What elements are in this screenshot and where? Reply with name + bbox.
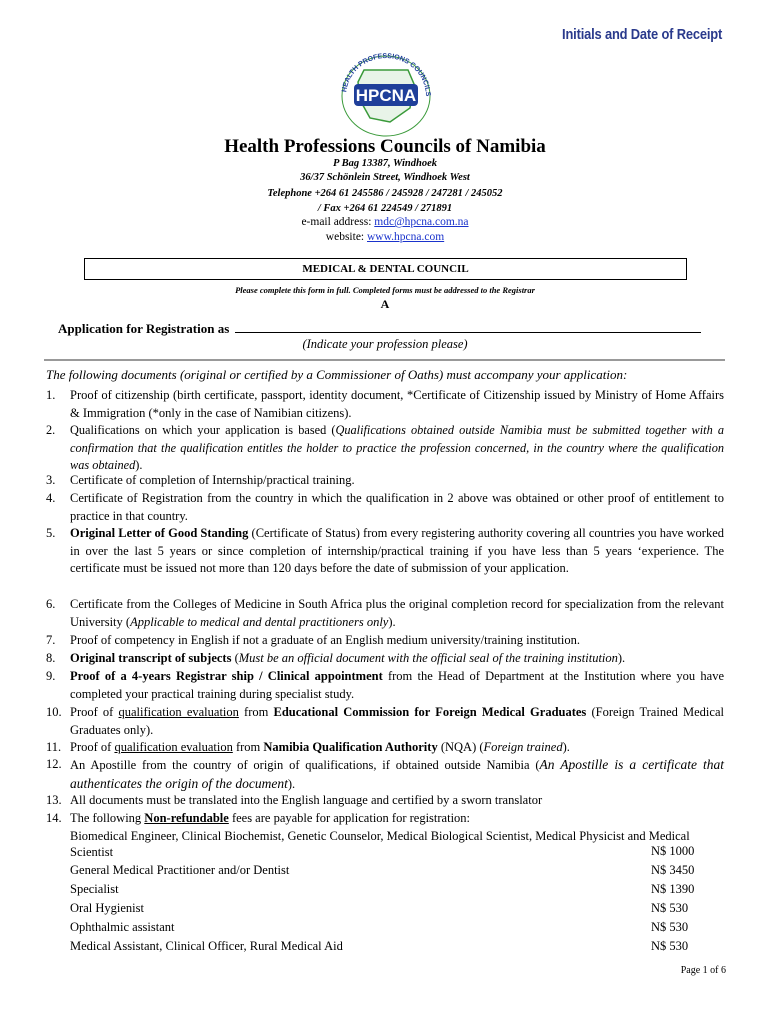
item-text: Certificate from the Colleges of Medicine in South Africa plus the original completion record for specialization from the relevant University (Applicable to medical and dental practitioners only).	[70, 597, 724, 629]
item-text: Certificate of Registration from the country in which the qualification in 2 above was obtained or other proof of entitlement to practice in that country.	[70, 491, 724, 523]
list-item	[46, 650, 724, 668]
item-number: 13.	[46, 793, 62, 807]
council-box: MEDICAL & DENTAL COUNCIL	[84, 258, 687, 280]
item-number: 14.	[46, 811, 62, 825]
website-link[interactable]: www.hpcna.com	[367, 231, 445, 243]
list-item	[46, 668, 724, 703]
logo-graphic	[330, 48, 442, 138]
list-item	[46, 422, 724, 475]
website-label: website:	[325, 231, 365, 243]
list-item	[46, 704, 724, 739]
item-number: 9.	[46, 669, 56, 683]
application-line	[58, 320, 701, 337]
list-item	[46, 739, 724, 757]
fee-label: General Medical Practitioner and/or Dentist	[70, 863, 290, 877]
fee-amount: N$ 3450	[651, 863, 695, 877]
list-item	[46, 792, 724, 810]
page-number: Page 1 of 6	[680, 965, 726, 976]
item-text: Proof of a 4-years Registrar ship / Clinical appointment from the Head of Department at the Institution where you have completed your practical training during specialist study.	[70, 669, 724, 701]
item-number: 5.	[46, 526, 56, 540]
item-number: 6.	[46, 597, 56, 611]
item-text: Certificate of completion of Internship/practical training.	[70, 473, 355, 487]
fax-line: / Fax +264 61 224549 / 271891	[317, 203, 453, 214]
item-number: 11.	[46, 740, 62, 754]
fee-amount: N$ 1000	[651, 844, 695, 858]
item-number: 3.	[46, 473, 56, 487]
telephone-line: Telephone +264 61 245586 / 245928 / 247281 / 245052	[267, 188, 503, 199]
list-item	[46, 596, 724, 631]
fee-label: Specialist	[70, 882, 119, 896]
list-item	[46, 632, 724, 650]
item-number: 1.	[46, 388, 56, 402]
list-item	[46, 472, 724, 490]
item-text: Original transcript of subjects (Must be an official document with the official seal of the training institution).	[70, 651, 626, 665]
hpcna-logo	[330, 48, 442, 138]
fee-amount: N$ 1390	[651, 882, 695, 896]
receipt-label: Initials and Date of Receipt	[561, 26, 722, 43]
profession-input-line[interactable]	[235, 320, 701, 333]
fee-amount: N$ 530	[651, 901, 689, 915]
item-number: 10.	[46, 705, 62, 719]
item-text: Proof of qualification evaluation from Namibia Qualification Authority (NQA) (Foreign trained).	[70, 740, 570, 754]
profession-hint: (Indicate your profession please)	[302, 337, 468, 351]
logo-ring-text: HEALTH PROFESSIONS COUNCILS	[341, 52, 432, 97]
separator	[44, 359, 725, 361]
item-text: Proof of citizenship (birth certificate, passport, identity document, *Certificate of Citizenship issued by Ministry of Home Affairs & Immigration (*only in the case of Namibian citizens).	[70, 388, 724, 420]
address-line-1: P Bag 13387, Windhoek	[332, 158, 438, 169]
email-link[interactable]: mdc@hpcna.com.na	[374, 216, 469, 228]
item-number: 7.	[46, 633, 56, 647]
item-text: All documents must be translated into the English language and certified by a sworn translator	[70, 793, 543, 807]
documents-intro: The following documents (original or certified by a Commissioner of Oaths) must accompany your application:	[46, 367, 628, 382]
item-number: 2.	[46, 423, 56, 437]
email-label: e-mail address:	[301, 216, 372, 228]
list-item	[46, 756, 724, 793]
section-letter: A	[380, 297, 390, 311]
item-text: Proof of qualification evaluation from Educational Commission for Foreign Medical Graduates (Foreign Trained Medical Graduates only).	[70, 705, 724, 737]
fee-amount: N$ 530	[651, 939, 689, 953]
item-text: Qualifications on which your application is based (Qualifications obtained outside Namibia must be submitted together with a confirmation that the qualification entitles the holder to practice the profession concerned, in the country where the qualification was obtained).	[70, 423, 725, 472]
item-number: 12.	[46, 757, 62, 771]
address-line-2: 36/37 Schönlein Street, Windhoek West	[300, 172, 470, 183]
list-item	[46, 810, 724, 828]
application-label: Application for Registration as	[58, 321, 230, 336]
website-line	[0, 231, 770, 243]
fee-label: Biomedical Engineer, Clinical Biochemist, Genetic Counselor, Medical Biological Scientist, Medical Physicist and Medical Scientist	[70, 829, 690, 859]
item-text: The following Non-refundable fees are payable for application for registration:	[70, 811, 471, 825]
fee-label: Medical Assistant, Clinical Officer, Rural Medical Aid	[70, 939, 343, 953]
item-number: 4.	[46, 491, 56, 505]
fee-label: Oral Hygienist	[70, 901, 144, 915]
list-item	[46, 387, 724, 422]
email-line	[0, 216, 770, 228]
instructions-note: Please complete this form in full. Completed forms must be addressed to the Registrar	[235, 285, 535, 295]
item-text: An Apostille from the country of origin of qualifications, if obtained outside Namibia (An Apostille is a certificate that authenticates the origin of the document).	[70, 757, 724, 791]
item-number: 8.	[46, 651, 56, 665]
list-item	[46, 525, 724, 578]
item-text: Proof of competency in English if not a graduate of an English medium university/training institution.	[70, 633, 580, 647]
page-title: Health Professions Councils of Namibia	[224, 136, 546, 157]
fee-label: Ophthalmic assistant	[70, 920, 175, 934]
fee-amount: N$ 530	[651, 920, 689, 934]
logo-text: HPCNA	[355, 86, 417, 105]
item-text: Original Letter of Good Standing (Certificate of Status) from every registering authority covering all countries you have worked in over the last 5 years or since completion of internship/practical training if you have less than 5 years ‘experience. The certificate must be issued not more than 120 days before the date of submission of your application.	[70, 526, 724, 575]
list-item	[46, 490, 724, 525]
